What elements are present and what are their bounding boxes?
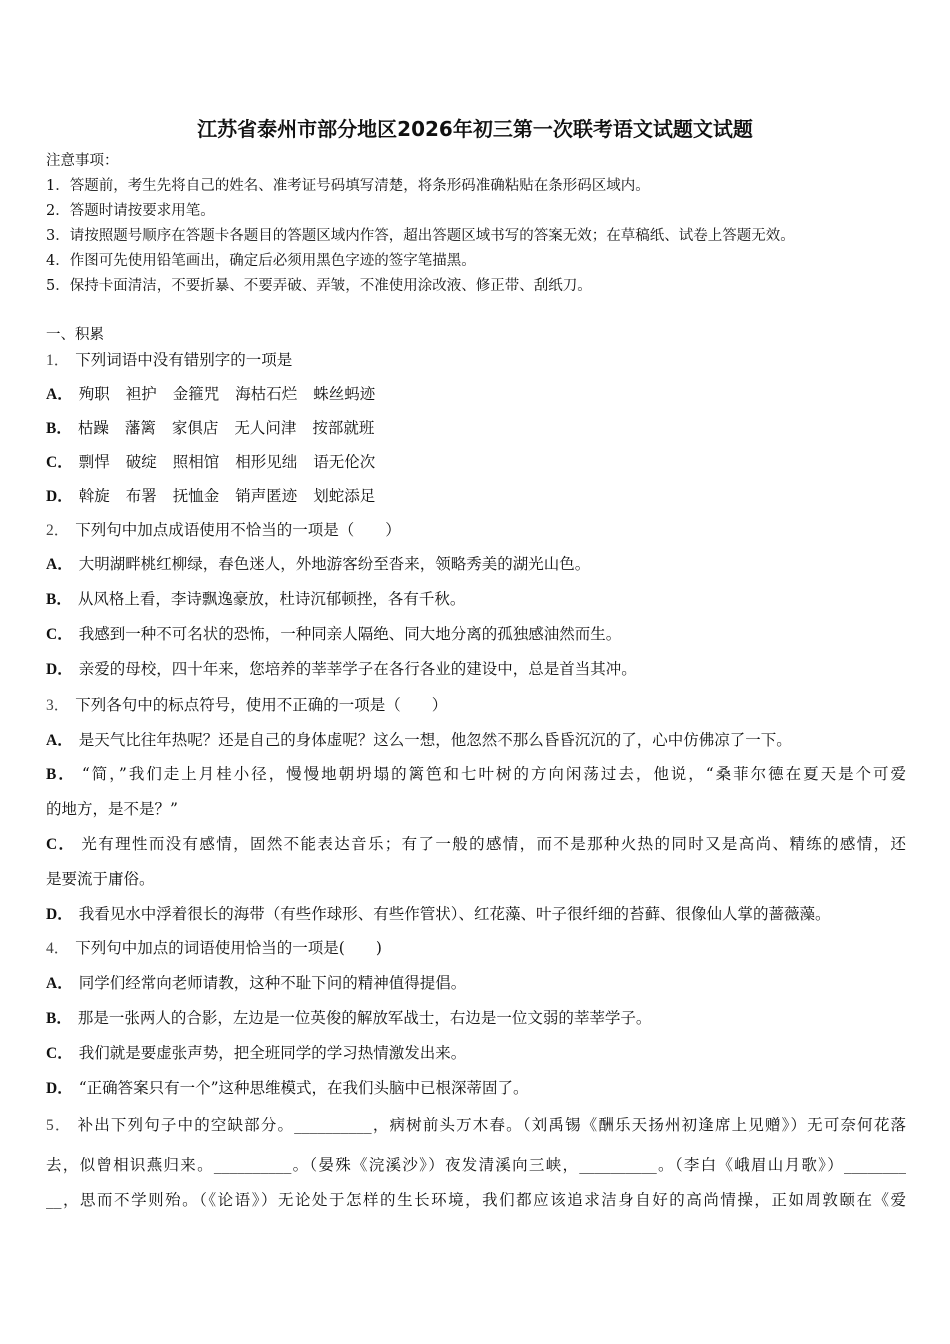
option-text: 我感到一种不可名状的恐怖，一种同亲人隔绝、同大地分离的孤独感油然而生。 [78,625,622,643]
question-3-option-c [46,834,906,855]
notice-item: 1．答题前，考生先将自己的姓名、准考证号码填写清楚，将条形码准确粘贴在条形码区域内。 [46,178,650,194]
word: 按部就班 [312,419,375,437]
notice-item: 3．请按照题号顺序在答题卡各题目的答题区域内作答，超出答题区域书写的答案无效；在草稿纸、试卷上答题无效。 [46,228,795,244]
word: 破绽 [125,453,157,471]
question-3-stem [46,695,906,716]
question-text: 下列各句中的标点符号，使用不正确的一项是（ ） [75,696,448,714]
word: 袒护 [125,385,157,403]
option-text: 是天气比往年热呢？还是自己的身体虚呢？这么一想，他忽然不那么昏昏沉沉的了，心中仿佛凉了一下。 [78,731,792,749]
question-number: 5． [46,1117,72,1134]
option-label: C． [46,454,73,471]
word: 销声匿迹 [235,487,298,505]
question-2-option-d [46,659,906,680]
question-1-option-c [46,452,906,473]
notice-item: 2．答题时请按要求用笔。 [46,203,215,219]
question-4-option-c [46,1043,906,1064]
option-text: 从风格上看，李诗飘逸豪放，杜诗沉郁顿挫，各有千秋。 [77,590,466,608]
question-number: 1． [46,352,70,369]
word: 划蛇添足 [313,487,376,505]
option-text: “正确答案只有一个”这种思维模式，在我们头脑中已根深蒂固了。 [78,1079,529,1097]
option-label: A． [46,975,73,992]
option-text: 亲爱的母校，四十年来，您培养的莘莘学子在各行各业的建设中，总是首当其冲。 [78,660,637,678]
option-text: 大明湖畔桃红柳绿，春色迷人，外地游客纷至沓来，领略秀美的湖光山色。 [78,555,591,573]
question-text: 补出下列句子中的空缺部分。__________，病树前头万木春。（刘禹锡《酬乐天扬州初逢席上见赠》）无可奈何花落 [77,1116,906,1134]
word: 藩篱 [124,419,156,437]
question-5-line [46,1115,906,1136]
word: 剽悍 [78,453,110,471]
option-text: “简，”我们走上月桂小径，慢慢地朝坍塌的篱笆和七叶树的方向闲荡过去，他说，“桑菲尔德在夏天是个可爱 [81,765,906,783]
word: 语无伦次 [313,453,376,471]
word: 金箍咒 [172,385,220,403]
word: 无人问津 [234,419,297,437]
question-2-stem [46,520,906,541]
notice-item: 5．保持卡面清洁，不要折暴、不要弄破、弄皱，不准使用涂改液、修正带、刮纸刀。 [46,278,592,294]
question-1-option-a [46,384,906,405]
word: 枯躁 [77,419,109,437]
option-text: 同学们经常向老师请教，这种不耻下问的精神值得提倡。 [78,974,467,992]
question-5-line: 去，似曾相识燕归来。__________。（晏殊《浣溪沙》）夜发清溪向三峡，__________。（李白《峨眉山月歌》）________ [46,1156,906,1174]
option-label: D． [46,1080,73,1097]
option-text: 光有理性而没有感情，固然不能表达音乐；有了一般的感情，而不是那种火热的同时又是高尚、精练的感情，还 [81,835,906,853]
option-label: A． [46,556,73,573]
question-3-option-b [46,764,906,785]
option-text: 我们就是要虚张声势，把全班同学的学习热情激发出来。 [78,1044,467,1062]
question-3-option-a [46,730,906,751]
section-heading: 一、积累 [46,327,104,343]
question-text: 下列句中加点的词语使用恰当的一项是( ) [75,939,382,957]
question-2-option-b [46,589,906,610]
word: 抚恤金 [172,487,220,505]
question-number: 4． [46,940,70,957]
word: 海枯石烂 [235,385,298,403]
question-2-option-c [46,624,906,645]
question-3-option-c-continued: 是要流于庸俗。 [46,870,155,888]
question-1-stem [46,350,906,371]
question-1-option-d [46,486,906,507]
question-4-option-d [46,1078,906,1099]
question-number: 3． [46,697,70,714]
option-label: C． [46,836,76,853]
option-label: B． [46,766,76,783]
question-4-stem [46,938,906,959]
option-label: D． [46,661,73,678]
question-4-option-b [46,1008,906,1029]
question-3-option-b-continued: 的地方，是不是？” [46,800,178,818]
option-label: B． [46,1010,72,1027]
word: 照相馆 [172,453,220,471]
option-text: 我看见水中浮着很长的海带（有些作球形、有些作管状）、红花藻、叶子很纤细的苔藓、很像仙人掌的蔷薇藻。 [78,905,831,923]
question-text: 下列词语中没有错别字的一项是 [75,351,293,369]
question-2-option-a [46,554,906,575]
page-title: 江苏省泰州市部分地区2026年初三第一次联考语文试题文试题 [197,117,753,141]
option-label: A． [46,732,73,749]
option-label: D． [46,906,73,923]
question-5-line: __，思而不学则殆。（《论语》）无论处于怎样的生长环境，我们都应该追求洁身自好的高尚情操，正如周敦颐在《爱 [46,1191,906,1209]
option-label: C． [46,626,73,643]
word: 蛛丝蚂迹 [313,385,376,403]
word: 布署 [125,487,157,505]
word: 斡旋 [78,487,110,505]
question-4-option-a [46,973,906,994]
option-label: B． [46,591,72,608]
notice-item: 4．作图可先使用铅笔画出，确定后必须用黑色字迹的签字笔描黑。 [46,253,476,269]
option-label: D． [46,488,73,505]
question-1-option-b [46,418,906,439]
question-text: 下列句中加点成语使用不恰当的一项是（ ） [75,521,401,539]
option-text: 那是一张两人的合影，左边是一位英俊的解放军战士，右边是一位文弱的莘莘学子。 [77,1009,652,1027]
word: 殉职 [78,385,110,403]
option-label: C． [46,1045,73,1062]
question-number: 2． [46,522,70,539]
option-label: A． [46,386,73,403]
word: 相形见绌 [235,453,298,471]
word: 家俱店 [171,419,219,437]
option-label: B． [46,420,72,437]
notice-heading: 注意事项： [46,153,119,169]
question-3-option-d [46,904,906,925]
